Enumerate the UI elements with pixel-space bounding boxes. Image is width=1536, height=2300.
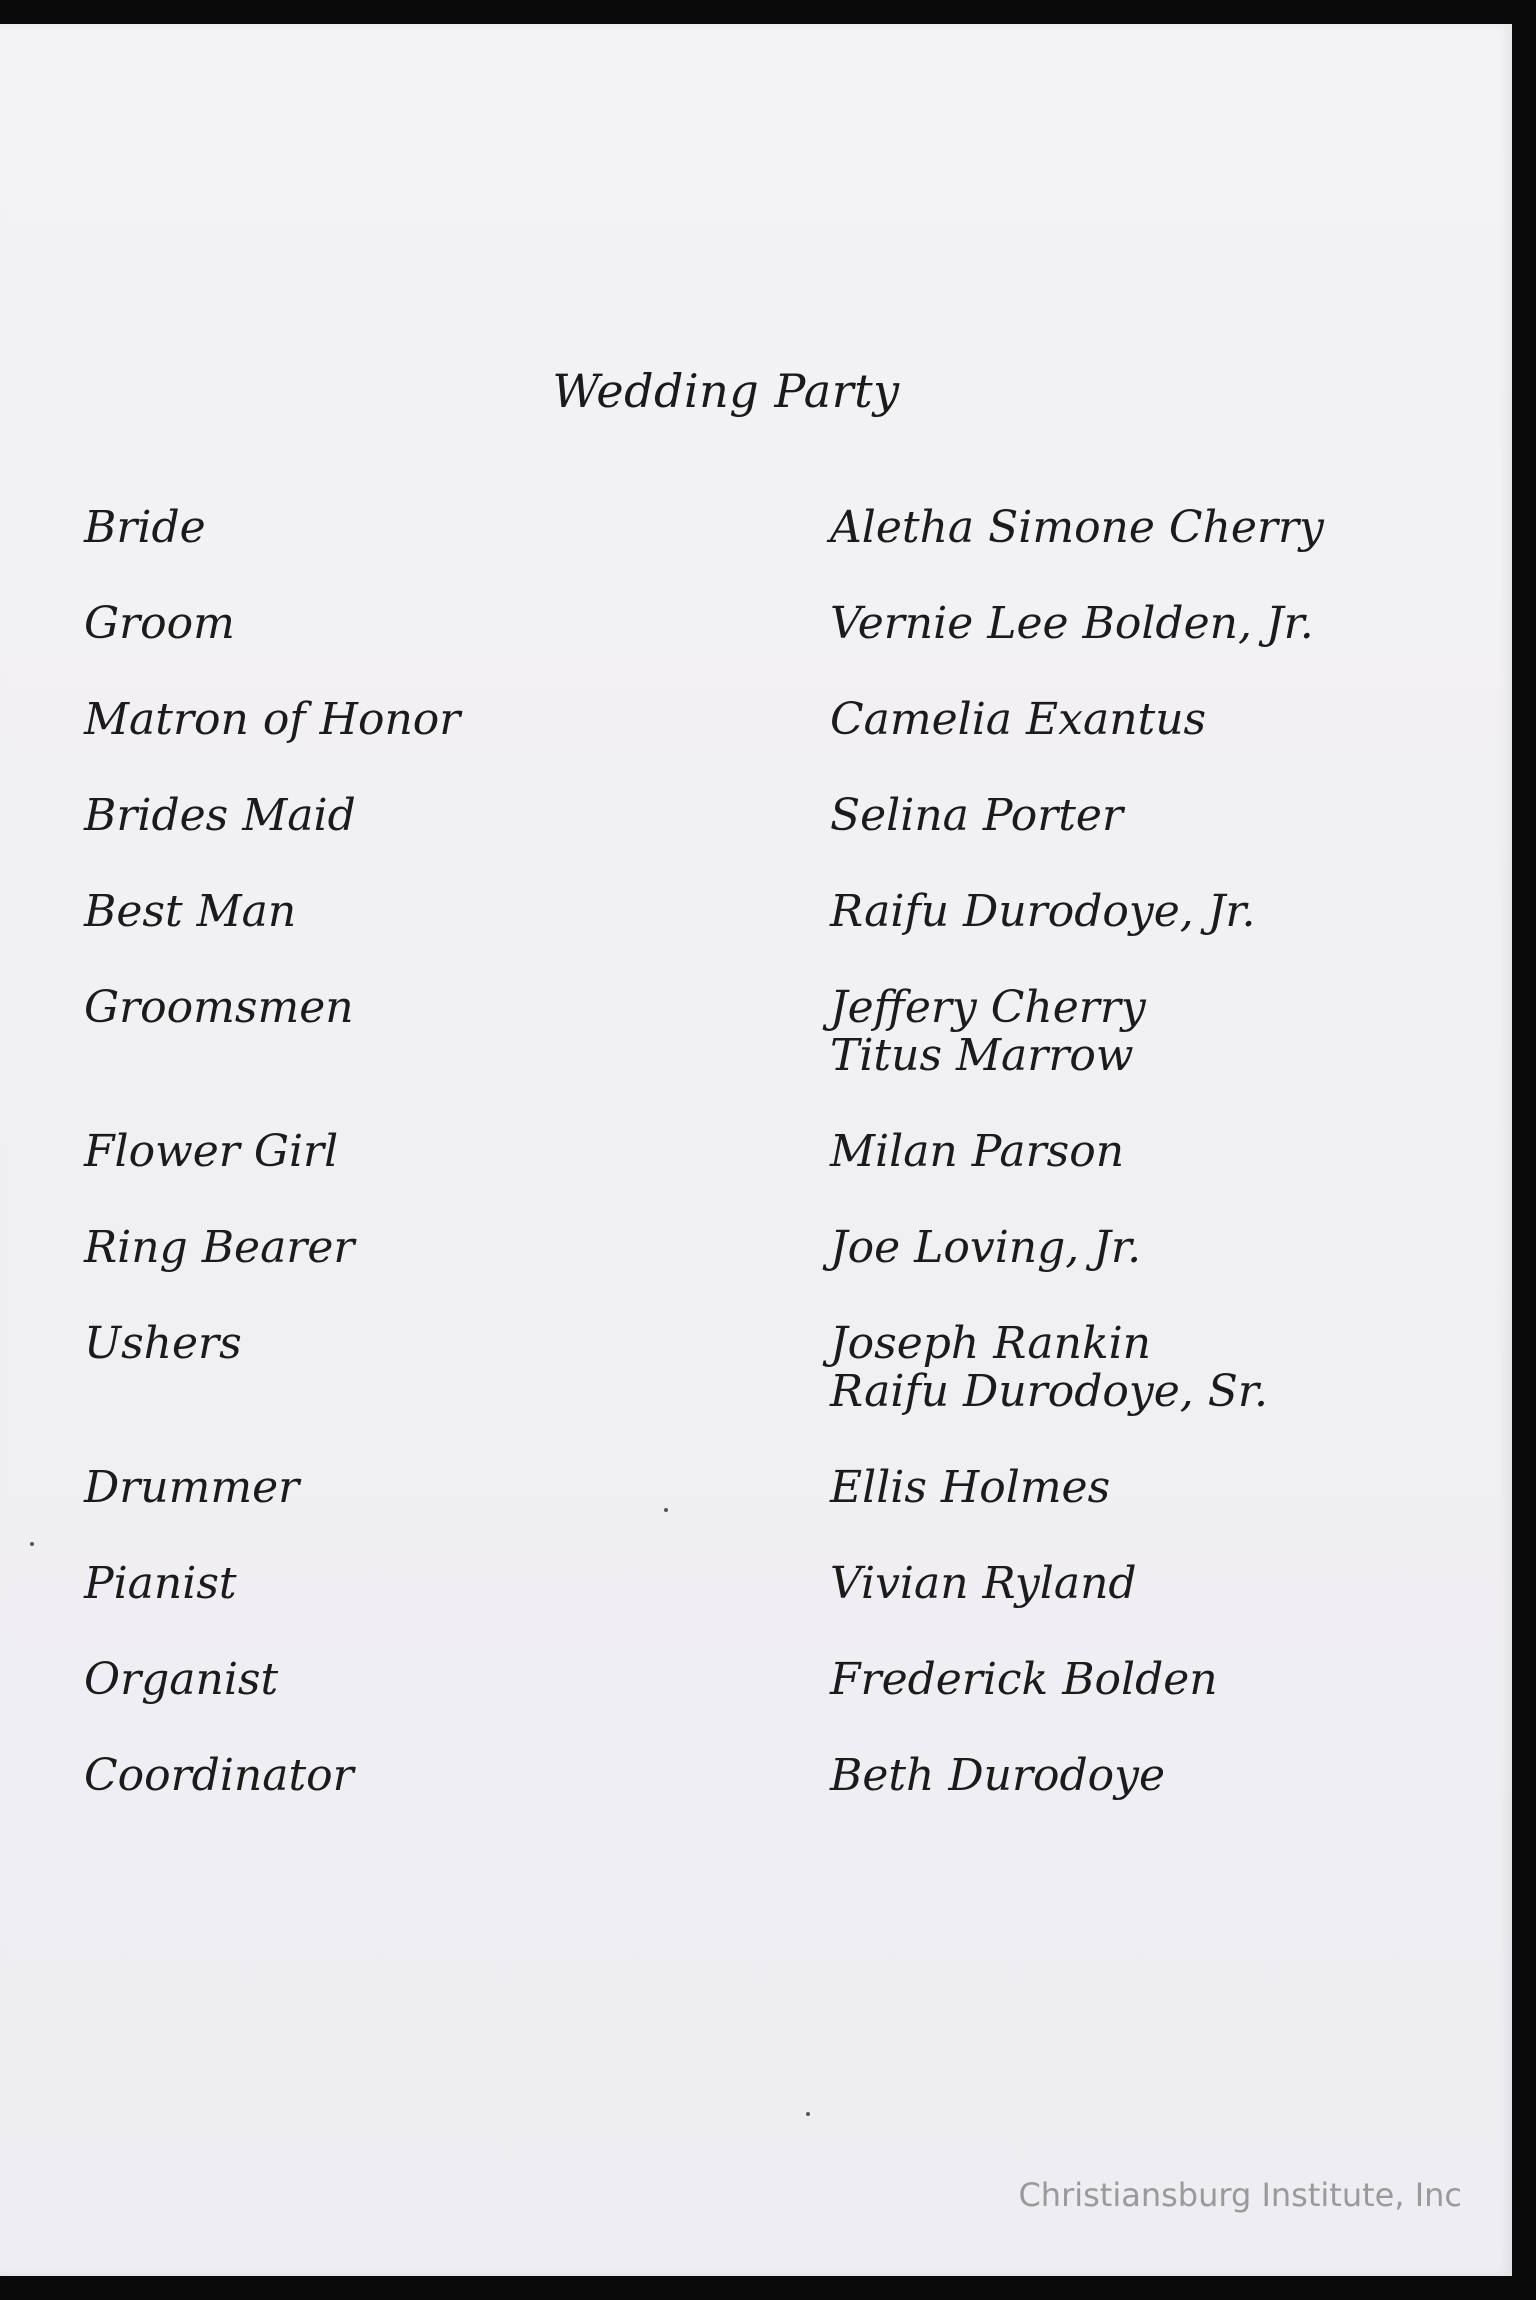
names-cell bbox=[830, 600, 1314, 648]
role-label: Matron of Honor bbox=[84, 694, 461, 745]
role-label: Bride bbox=[84, 502, 206, 553]
person-name: Camelia Exantus bbox=[830, 694, 1207, 745]
person-name: Joe Loving, Jr. bbox=[830, 1222, 1142, 1273]
role-label: Pianist bbox=[84, 1558, 237, 1609]
person-name: Vivian Ryland bbox=[830, 1558, 1137, 1609]
person-name: Selina Porter bbox=[830, 790, 1123, 841]
names-cell bbox=[830, 1320, 1268, 1416]
role-label: Ring Bearer bbox=[84, 1222, 355, 1273]
names-cell bbox=[830, 1464, 1110, 1512]
person-name: Aletha Simone Cherry bbox=[830, 502, 1324, 553]
person-name: Titus Marrow bbox=[830, 1030, 1134, 1081]
person-name: Milan Parson bbox=[830, 1126, 1125, 1177]
paper-speck bbox=[664, 1508, 668, 1512]
names-cell bbox=[830, 888, 1256, 936]
role-label: Groom bbox=[84, 598, 235, 649]
names-cell bbox=[830, 984, 1146, 1080]
person-name: Jeffery Cherry bbox=[830, 982, 1146, 1033]
watermark: Christiansburg Institute, Inc bbox=[1018, 2176, 1462, 2214]
role-label: Coordinator bbox=[84, 1750, 354, 1801]
page-title: Wedding Party bbox=[552, 364, 900, 418]
person-name: Frederick Bolden bbox=[830, 1654, 1218, 1705]
document-page bbox=[0, 24, 1512, 2276]
names-cell bbox=[830, 1224, 1141, 1272]
names-cell bbox=[830, 1128, 1124, 1176]
person-name: Ellis Holmes bbox=[830, 1462, 1111, 1513]
person-name: Joseph Rankin bbox=[830, 1318, 1152, 1369]
role-label: Ushers bbox=[84, 1318, 242, 1369]
names-cell bbox=[830, 1656, 1218, 1704]
person-name: Beth Durodoye bbox=[830, 1750, 1166, 1801]
role-label: Groomsmen bbox=[84, 982, 354, 1033]
role-label: Best Man bbox=[84, 886, 297, 937]
names-cell bbox=[830, 1560, 1137, 1608]
role-label: Flower Girl bbox=[84, 1126, 339, 1177]
names-cell bbox=[830, 792, 1123, 840]
person-name: Vernie Lee Bolden, Jr. bbox=[830, 598, 1314, 649]
paper-speck bbox=[30, 1542, 34, 1546]
role-label: Drummer bbox=[84, 1462, 300, 1513]
names-cell bbox=[830, 1752, 1165, 1800]
role-label: Organist bbox=[84, 1654, 279, 1705]
person-name: Raifu Durodoye, Sr. bbox=[830, 1366, 1269, 1417]
role-label: Brides Maid bbox=[84, 790, 356, 841]
names-cell bbox=[830, 504, 1324, 552]
person-name: Raifu Durodoye, Jr. bbox=[830, 886, 1256, 937]
paper-speck bbox=[806, 2112, 810, 2116]
names-cell bbox=[830, 696, 1206, 744]
